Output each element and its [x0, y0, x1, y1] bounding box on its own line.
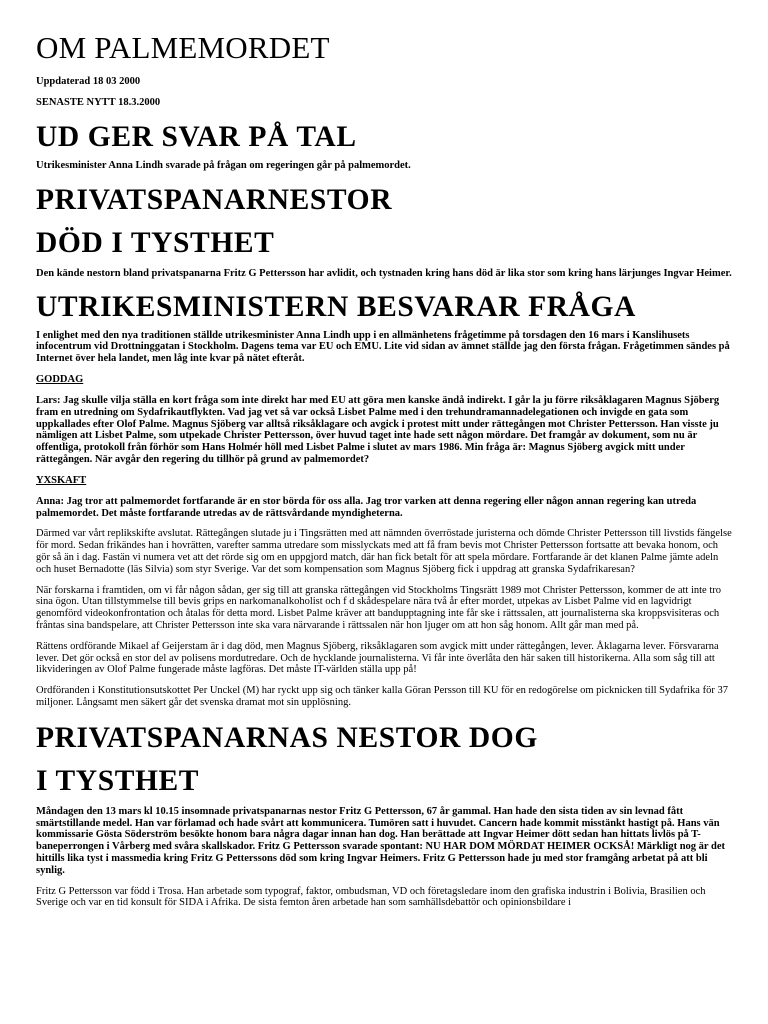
- latest-news-label: SENASTE NYTT 18.3.2000: [36, 97, 161, 108]
- heading-privatspanarnestor: PRIVATSPANARNESTOR: [36, 183, 393, 216]
- heading-dod-i-tysthet: DÖD I TYSTHET: [36, 226, 275, 259]
- body-paragraph-1: Därmed var vårt replikskifte avslutat. Rättegången slutade ju i Tingsrätten med att nämnden överröstade juristerna och dömde Christer Pettersson till livstids fängelse för mord. Sedan frikändes han i hovrätten, varefter samma utredare som misslyckats med att få fram bevis mot Christer Pettersson fortsatte att bevaka honom, och gör så än i dag. Fastän vi numera vet att det rörde sig om en uppgjord match, där han fick betalt för att spela mördare. Fortfarande är det klanen Palme jämte adeln och huset Bernadotte (läs Silvia) som styr Sverige. Var det som kompensation som Magnus Sjöberg fick i uppdrag att granska Sydafrikaresan?: [36, 528, 732, 575]
- body-paragraph-3: Rättens ordförande Mikael af Geijerstam är i dag död, men Magnus Sjöberg, riksåklagaren som avgick mitt under rättegången, lever. Åklagarna lever. Försvararna lever. Det gör också en stor del av polisens mordutredare. Och de hycklande journalisterna. Vi får inte överlåta den här saken till historikerna. Alla som såg till att likvideringen av Olof Palme fungerade måste lagföras. Det måste IT-världen ställa upp på!: [36, 640, 719, 676]
- utrikesministern-intro: I enlighet med den nya traditionen ställde utrikesminister Anna Lindh upp i en allmänhetens frågetimme på torsdagen den 16 mars i Kanslihusets infocentrum vid Drottninggatan i Stockholm. Dagens tema var EU och EMU. Lite vid sidan av ämnet ställde jag den första frågan. Frågetimmen sändes på Internet över hela landet, men låg inte kvar på nätet efteråt.: [36, 329, 730, 365]
- heading-privatspanarnas-nestor: PRIVATSPANARNAS NESTOR DOG: [36, 721, 538, 754]
- updated-date: Uppdaterad 18 03 2000: [36, 76, 141, 87]
- privatspanarnestor-text: Den kände nestorn bland privatspanarna Fritz G Pettersson har avlidit, och tystnaden kring hans död är lika stor som kring hans lärjunges Ingvar Heimer.: [36, 267, 732, 279]
- heading-i-tysthet: I TYSTHET: [36, 764, 200, 797]
- answer-paragraph: Anna: Jag tror att palmemordet fortfarande är en stor börda för oss alla. Jag tror varken att denna regering eller någon annan regering kan utreda palmemordet. Det måste fortfarande utredas av de rättsvårdande myndigheterna.: [36, 495, 697, 519]
- heading-ud-ger-svar: UD GER SVAR PÅ TAL: [36, 121, 357, 153]
- page-title: OM PALMEMORDET: [36, 30, 330, 65]
- yxskaft-link[interactable]: YXSKAFT: [36, 474, 87, 486]
- goddag-link[interactable]: GODDAG: [36, 373, 84, 385]
- body-paragraph-6: Fritz G Pettersson var född i Trosa. Han arbetade som typograf, faktor, ombudsman, VD och företagsledare inom den grafiska industrin i Bolivia, Brasilien och Sverige och var en tid konsult för SIDA i Afrika. De sista femton åren arbetade han som samhällsdebattör och opinionsbildare i: [36, 885, 706, 909]
- body-paragraph-2: När forskarna i framtiden, om vi får någon sådan, ger sig till att granska rättegången vid Stockholms Tingsrätt 1989 mot Christer Pettersson, kommer de att inte tro sina ögon. Utan tillstymmelse till bevis grips en narkomanalkoholist och f d skådespelare nära två år efter mordet, utpekas av Lisbet Palme vid en lagvidrigt genomförd videokonfrontation och åtalas för detta mord. Lisbet Palme kräver att bandupptagning inte får ske i rättssalen, att journalisterna ska kroppsvisiteras och fråntas sina bandspelare, att Christer Pettersson inte ska vara närvarande i rättssalen när hon ljuger om att hon såg honom. Allt går man med på.: [36, 584, 721, 631]
- ud-ger-svar-text: Utrikesminister Anna Lindh svarade på frågan om regeringen går på palmemordet.: [36, 160, 411, 171]
- question-paragraph: Lars: Jag skulle vilja ställa en kort fråga som inte direkt har med EU att göra men kanske ändå indirekt. I går la ju förre riksåklagaren Magnus Sjöberg fram en utredning om Sydafrikautflykten. Vad jag vet så var också Lisbet Palme med i den trehundramannadelegationen och invigde en gata som uppkallades efter Olof Palme. Magnus Sjöberg var alltså riksåklagare och avgick i protest mitt under rättegången mot Christer Pettersson. Han visste ju nämligen att Lisbet Palme, som utpekade Christer Pettersson, över huvud taget inte hade sett någon mördare. Det framgår av dokument, som nu är offentliga, protokoll från förhör som Hans Holmér höll med Lisbet Palme i slutet av mars 1986. Min fråga är: Magnus Sjöberg avgick mitt under rättegången. När avgår den regering du tillhör på grund av palmemordet?: [36, 394, 720, 465]
- nestor-death-paragraph: Måndagen den 13 mars kl 10.15 insomnade privatspanarnas nestor Fritz G Pettersson, 67 år gammal. Han hade den sista tiden av sin levnad fått smärtstillande medel. Han var förlamad och hade svårt att kommunicera. Tumören satt i huvudet. Cancern hade kommit misstänkt hastigt på. Hans vän kommissarie Gösta Söderström besökte honom bara några dagar innan han dog. Han berättade att Ingvar Heimer dött sedan han hittats livlös på T-baneperrongen i Vårberg med svåra skallskador. Fritz G Pettersson svarade spontant: NU HAR DOM MÖRDAT HEIMER OCKSÅ! Märkligt nog är det hittills lika tyst i massmedia kring Fritz G Petterssons död som kring Ingvar Heimers. Fritz G Pettersson hade ju med stor framgång arbetat på att bli synlig.: [36, 805, 725, 876]
- body-paragraph-4: Ordföranden i Konstitutionsutskottet Per Unckel (M) har ryckt upp sig och tänker kalla Göran Persson till KU för en redogörelse om picknicken till Sydafrika för 37 miljoner. Långsamt men säkert går det svenska dramat mot sin upplösning.: [36, 685, 728, 708]
- heading-utrikesministern: UTRIKESMINISTERN BESVARAR FRÅGA: [36, 290, 636, 323]
